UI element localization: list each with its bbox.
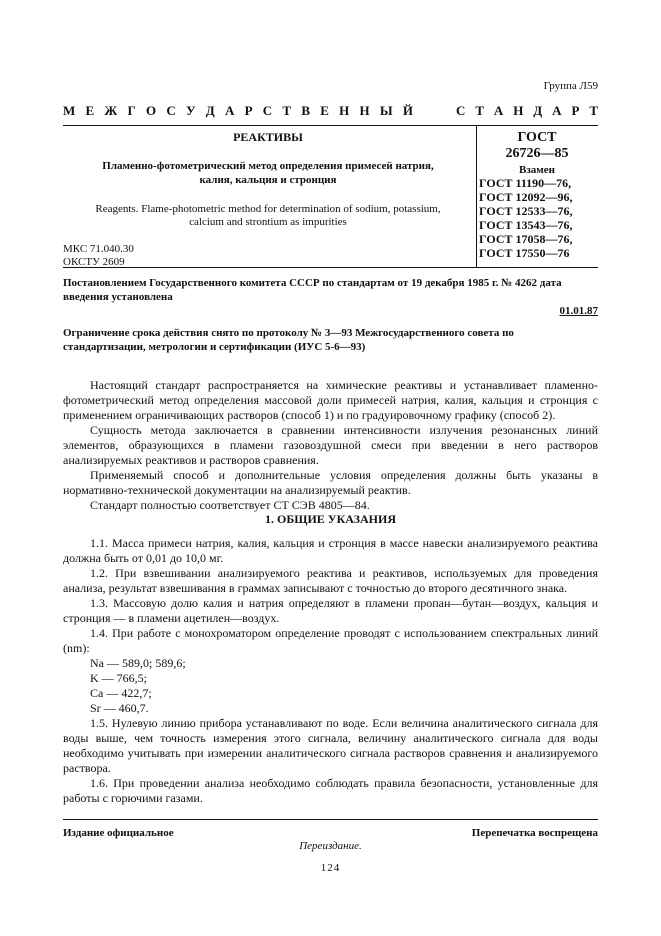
instead-label: Взамен	[519, 164, 555, 176]
paragraph-1-2: 1.2. При взвешивании анализируемого реактива и реактивов, используемых для проведения анализа, результат взвешивания в граммах записывают с точностью до второго десятичного знака.	[63, 566, 598, 595]
document-title: РЕАКТИВЫ	[233, 130, 303, 144]
paragraph: Применяемый способ и дополнительные условия определения должны быть указаны в нормативно-технической документации на анализируемый реактив.	[63, 468, 598, 497]
paragraph-1-5: 1.5. Нулевую линию прибора устанавливают по воде. Если величина аналитического сигнала для воды выше, чем точность измерения этого сигнала, величину аналитического сигнала для воды необходимо учитывать при измерении аналитического сигнала растворов сравнения и анализируемого раствора.	[63, 716, 598, 775]
decree-text: Постановлением Государственного комитета СССР по стандартам от 19 декабря 1985 г. № 4262 дата введения установлена	[63, 277, 562, 303]
header-left	[63, 130, 473, 269]
footer-rule	[63, 819, 598, 820]
standard-banner	[63, 103, 598, 119]
spectral-line-sr: Sr — 460,7.	[90, 701, 149, 715]
section-heading: 1. ОБЩИЕ УКАЗАНИЯ	[265, 512, 396, 526]
gost-block	[476, 130, 598, 260]
banner-word-interstate: М Е Ж Г О С У Д А Р С Т В Е Н Н Ы Й	[63, 103, 413, 118]
gost-label: ГОСТ	[517, 130, 557, 145]
page-number: 124	[320, 862, 341, 874]
paragraph: Сущность метода заключается в сравнении интенсивности излучения резонансных линий элементов, образующихся в пламени газовоздушной смеси при введении в него растворов анализируемых реактивов и растворов сравнения.	[63, 423, 598, 467]
section-1-text	[63, 536, 598, 806]
okstu-code: ОКСТУ 2609	[63, 256, 125, 268]
official-edition: Издание официальное	[63, 827, 174, 839]
reissue-note: Переиздание.	[299, 840, 362, 852]
mks-code: МКС 71.040.30	[63, 243, 134, 255]
document-subtitle: Пламенно-фотометрический метод определения примесей натрия, калия, кальция и стронция	[102, 160, 434, 186]
reprint-prohibited: Перепечатка воспрещена	[471, 827, 598, 839]
banner-word-standard: С Т А Н Д А Р Т	[456, 103, 598, 118]
spectral-line-k: K — 766,5;	[90, 671, 147, 685]
spectral-line-ca: Ca — 422,7;	[90, 686, 152, 700]
intro-text	[63, 378, 598, 513]
spectral-line-na: Na — 589,0; 589,6;	[90, 656, 186, 670]
paragraph: Стандарт полностью соответствует СТ СЭВ 4805—84.	[90, 498, 370, 512]
english-title: Reagents. Flame-photometric method for determination of sodium, potassium, calcium and strontium as impurities	[95, 203, 441, 228]
classification-codes	[63, 243, 473, 269]
header-top-rule	[63, 125, 598, 126]
paragraph-1-4: 1.4. При работе с монохроматором определение проводят с использованием спектральных линий (nm):	[63, 626, 598, 655]
paragraph-1-1: 1.1. Масса примеси натрия, калия, кальция и стронция в массе навески анализируемого реактива должна быть от 0,01 до 10,0 мг.	[63, 536, 598, 565]
effective-date: 01.01.87	[559, 305, 598, 317]
paragraph: Настоящий стандарт распространяется на химические реактивы и устанавливает пламенно-фотометрический метод определения массовой доли примесей натрия, калия, кальция и стронция с применением ограничивающих растворов (способ 1) и по градуировочному графику (способ 2).	[63, 378, 598, 422]
paragraph-1-3: 1.3. Массовую долю калия и натрия определяют в пламени пропан—бутан—воздух, кальция и стронция — в пламени ацетилен—воздух.	[63, 596, 598, 625]
paragraph-1-6: 1.6. При проведении анализа необходимо соблюдать правила безопасности, установленные для работы с горючими газами.	[63, 776, 598, 805]
gost-number: 26726—85	[505, 146, 569, 161]
group-code: Группа Л59	[543, 80, 598, 92]
validity-limit-text: Ограничение срока действия снято по протоколу № 3—93 Межгосударственного совета по стандартизации, метрологии и сертификации (ИУС 5-6—93)	[63, 327, 514, 353]
replaced-standards: ГОСТ 11190—76, ГОСТ 12092—96, ГОСТ 12533—76, ГОСТ 13543—76, ГОСТ 17058—76, ГОСТ 17550—76	[479, 176, 573, 260]
